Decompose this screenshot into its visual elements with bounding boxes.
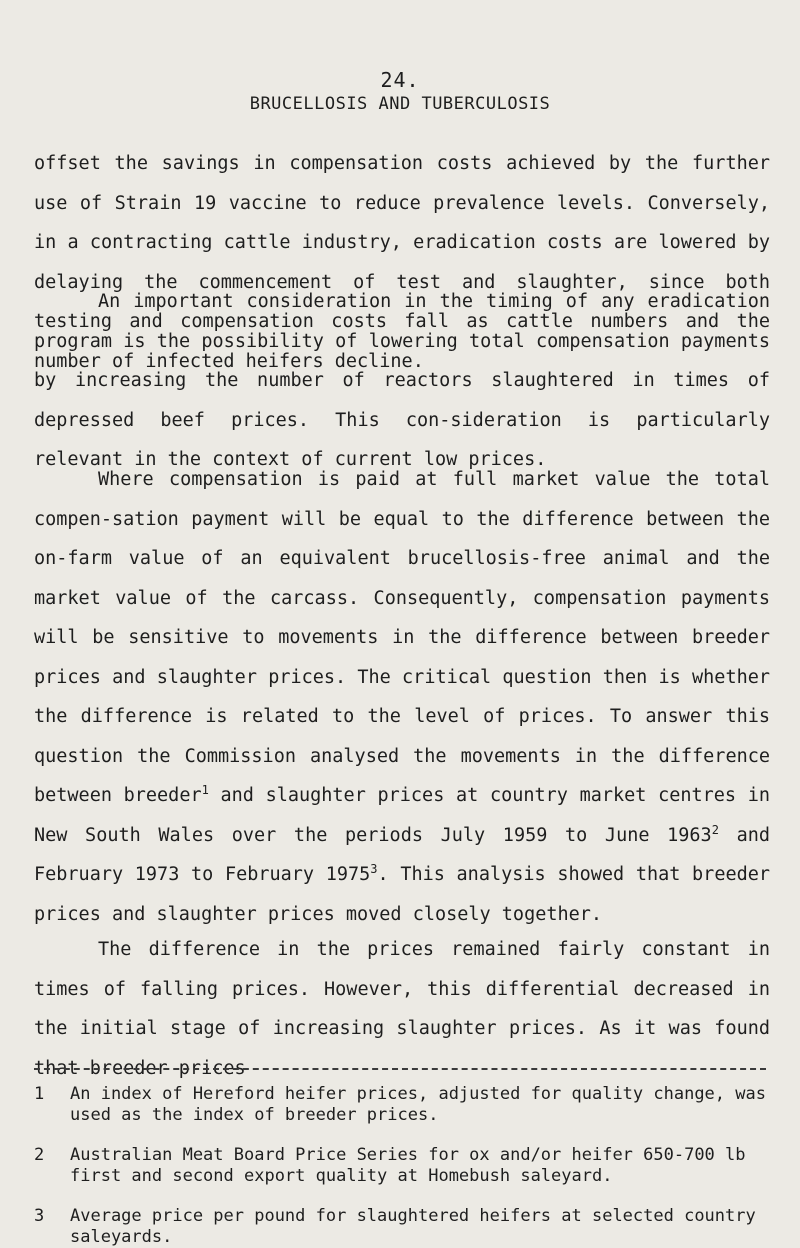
footnote-ref-1: 1 [201,782,209,797]
footnote-text: Average price per pound for slaughtered heifers at selected country saleyards. [70,1206,756,1247]
footnote-3 [34,1206,770,1248]
footnote-text: Australian Meat Board Price Series for ox and/or heifer 650-700 lb first and second export quality at Homebush saleyard. [70,1145,746,1186]
footnote-text: An index of Hereford heifer prices, adjusted for quality change, was used as the index of breeder prices. [70,1084,766,1125]
footnote-number: 1 [34,1084,45,1104]
footnote-number: 3 [34,1206,45,1226]
paragraph-3-text-part-3: and February 1973 to February 1975 [34,824,770,885]
footnote-divider [34,1068,766,1070]
paragraph-3-text-part-2: and slaughter prices at country market centres in New South Wales over the periods July 1959 to June 1963 [34,785,770,846]
footnote-ref-3: 3 [370,861,378,876]
footnote-ref-2: 2 [711,822,719,837]
paragraph-3-text-part-1: Where compensation is paid at full market value the total compen-sation payment will be equal to the difference between the on-farm value of an equivalent brucellosis-free animal and the market value of the carcass. Consequently, compensation payments will be sensitive to movements in the difference between breeder prices and slaughter prices. The critical question then is whether the difference is related to the level of prices. To answer this question the Commission analysed the movements in the difference between breeder [34,469,770,806]
running-head: BRUCELLOSIS AND TUBERCULOSIS [249,94,551,114]
body-paragraph-3 [34,460,770,934]
page-number: 24. [380,68,420,92]
footnote-number: 2 [34,1145,45,1165]
footnote-1 [34,1084,770,1126]
paragraph-3-text-part-4: . This analysis showed that breeder prices and slaughter prices moved closely together. [34,864,771,925]
footnote-2 [34,1145,770,1187]
body-paragraph-1: offset the savings in compensation costs achieved by the further use of Strain 19 vaccine to reduce prevalence levels. Conversely, in a contracting cattle industry, eradication costs are lowered by delaying the commencement of test and slaughter, since both testing and compensation costs fall as cattle numbers and the number of infected heifers decline. [34,153,770,372]
body-paragraph-2: An important consideration in the timing of any eradication program is the possibility of lowering total compensation payments by increasing the number of reactors slaughtered in times of depressed beef prices. This con-sideration is particularly relevant in the context of current low prices. [34,291,770,470]
body-paragraph-4: The difference in the prices remained fairly constant in times of falling prices. However, this differential decreased in the initial stage of increasing slaughter prices. As it was found that breeder prices [34,939,770,1079]
